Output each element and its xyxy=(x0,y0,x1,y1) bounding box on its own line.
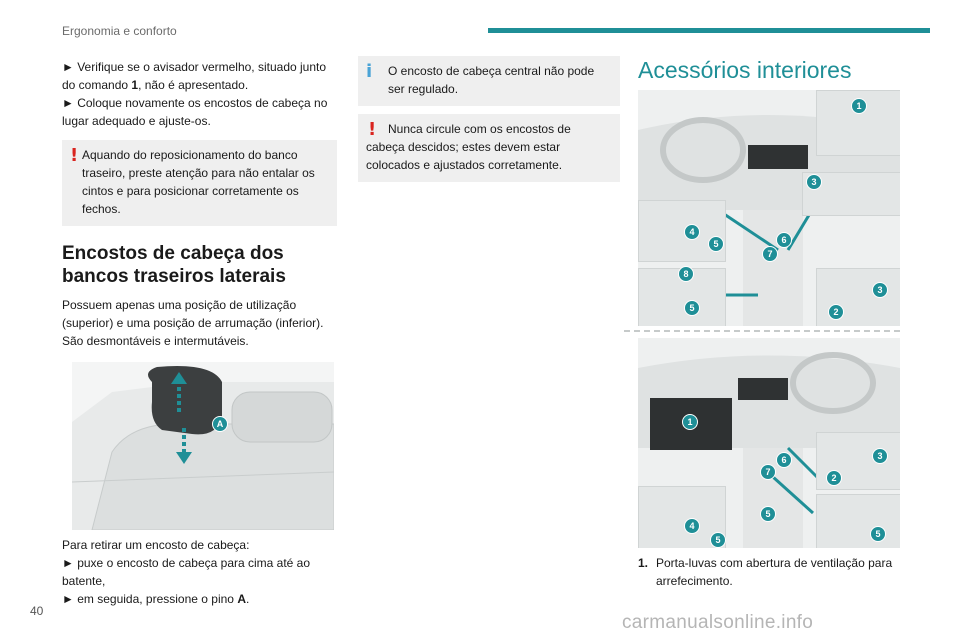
warning-icon: ! xyxy=(368,119,377,140)
running-header: Ergonomia e conforto xyxy=(62,24,177,38)
column-left xyxy=(62,58,337,608)
warning-icon: ! xyxy=(70,145,79,166)
warning-box xyxy=(62,140,337,226)
callout-badge: 1 xyxy=(851,98,867,114)
inset-storage xyxy=(816,494,900,548)
bullet-check-warning-light: ► Verifique se o avisador vermelho, situado junto do comando 1, não é apresentado. xyxy=(62,60,327,92)
remove-step-2: ► em seguida, pressione o pino A. xyxy=(62,592,250,606)
remove-intro: Para retirar um encosto de cabeça: xyxy=(62,538,250,552)
callout-badge: 5 xyxy=(684,300,700,316)
figure-divider xyxy=(624,330,900,332)
callout-badge: 2 xyxy=(828,304,844,320)
inset-door-panel xyxy=(638,200,726,262)
item-number: 1. xyxy=(638,556,649,570)
callout-badge: 5 xyxy=(760,506,776,522)
item-list xyxy=(638,554,900,590)
callout-badge: 3 xyxy=(872,448,888,464)
callout-badge: 6 xyxy=(776,232,792,248)
column-middle xyxy=(358,56,620,182)
callout-badge: 2 xyxy=(826,470,842,486)
callout-badge: 3 xyxy=(872,282,888,298)
callout-badge: 6 xyxy=(776,452,792,468)
watermark: carmanualsonline.info xyxy=(622,612,814,633)
headrest-figure xyxy=(72,362,334,530)
callout-badge: 7 xyxy=(762,246,778,262)
callout-badge: 4 xyxy=(684,224,700,240)
callout-badge: 7 xyxy=(760,464,776,480)
header-accent-bar xyxy=(488,28,930,33)
callout-badge: 4 xyxy=(684,518,700,534)
info-box xyxy=(358,56,620,106)
callout-badge: 3 xyxy=(806,174,822,190)
callout-a: A xyxy=(212,416,228,432)
inset-socket xyxy=(816,268,900,326)
callout-badge: 5 xyxy=(710,532,726,548)
info-text: O encosto de cabeça central não pode ser regulado. xyxy=(388,64,595,96)
callout-badge: 8 xyxy=(678,266,694,282)
section-heading: Encostos de cabeça dos bancos traseiros laterais xyxy=(62,243,286,287)
section-title: Acessórios interiores xyxy=(638,57,852,83)
item-text: Porta-luvas com abertura de ventilação para arrefecimento. xyxy=(656,556,893,588)
page-number: 40 xyxy=(30,604,44,618)
interior-figure-top xyxy=(638,90,900,326)
warning-text: Aquando do reposicionamento do banco traseiro, preste atenção para não entalar os cintos e para posicionar corretamente os fechos. xyxy=(82,148,315,216)
bullet-replace-headrests: ► Coloque novamente os encostos de cabeça no lugar adequado e ajuste-os. xyxy=(62,96,328,128)
headrest-illustration xyxy=(72,362,334,530)
remove-step-1: ► puxe o encosto de cabeça para cima até ao batente, xyxy=(62,556,311,588)
callout-badge: 1 xyxy=(682,414,698,430)
column-right xyxy=(638,56,900,84)
warning-box-2 xyxy=(358,114,620,182)
callout-badge: 5 xyxy=(708,236,724,252)
interior-figure-bottom xyxy=(638,338,900,548)
warning-text-2: Nunca circule com os encostos de cabeça descidos; estes devem estar colocados e ajustados corretamente. xyxy=(366,122,571,172)
section-paragraph: Possuem apenas uma posição de utilização (superior) e uma posição de arrumação (inferior). São desmontáveis e intermutáveis. xyxy=(62,298,324,348)
callout-badge: 5 xyxy=(870,526,886,542)
info-icon: i xyxy=(366,61,373,82)
list-item xyxy=(638,554,900,590)
